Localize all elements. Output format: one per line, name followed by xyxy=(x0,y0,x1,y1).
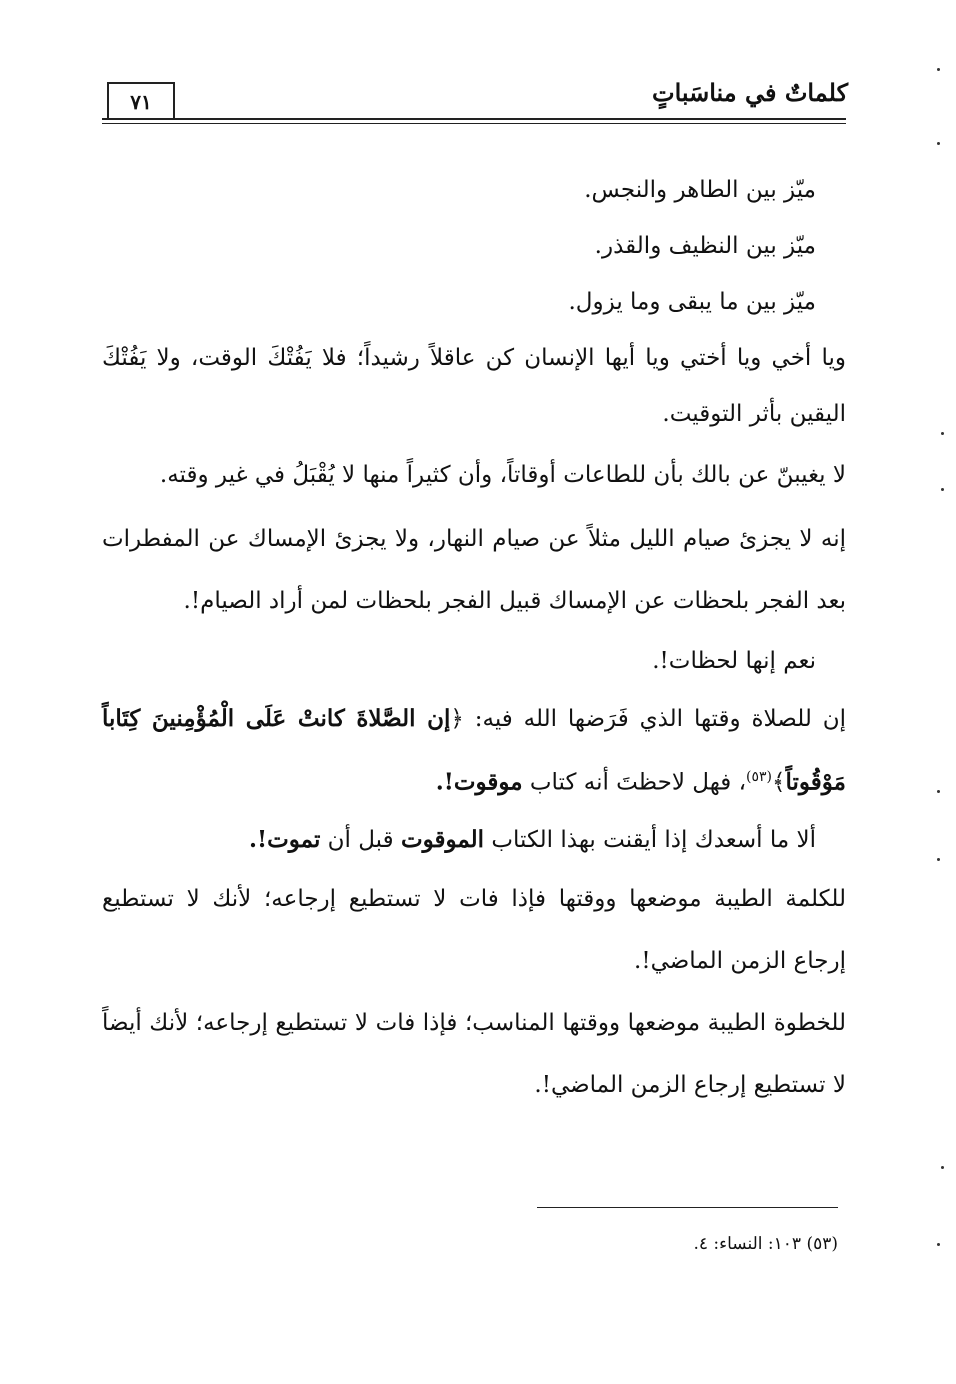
header-rule xyxy=(102,118,846,124)
paragraph-3: ميّز بين ما يبقى وما يزول. xyxy=(568,289,816,315)
margin-mark xyxy=(941,432,944,435)
paragraph-8 xyxy=(102,690,846,812)
p8-text-c: ، فهل لاحظتَ أنه كتاب xyxy=(522,769,747,796)
p9-text-a: ألا ما أسعدك إذا أيقنت بهذا الكتاب xyxy=(484,826,816,853)
margin-mark xyxy=(937,858,940,861)
footnote-rule xyxy=(537,1207,838,1208)
page-number: ٧١ xyxy=(107,82,175,119)
margin-mark xyxy=(937,1243,940,1246)
p9-bold-tamut: تموت!. xyxy=(249,825,321,853)
footnote-ref: (٥٣) xyxy=(746,769,773,785)
running-title: كلماتٌ في مناسَباتٍ xyxy=(651,78,848,107)
margin-mark xyxy=(941,1166,944,1169)
margin-mark xyxy=(937,68,940,71)
paragraph-6: إنه لا يجزئ صيام الليل مثلاً عن صيام النهار، ولا يجزئ الإمساك عن المفطرات بعد الفجر بلحظات عن الإمساك قبيل الفجر بلحظات لمن أراد الصيام!. xyxy=(102,526,846,614)
margin-mark xyxy=(937,790,940,793)
footnote: (٥٣) ١٠٣: النساء: ٤. xyxy=(693,1234,838,1254)
p8-text-a: إن للصلاة وقتها الذي فَرَضها الله فيه: ﴿ xyxy=(450,706,846,732)
paragraph-7: نعم إنها لحظات!. xyxy=(652,648,816,674)
p9-bold-mawqut: الموقوت xyxy=(400,825,485,853)
paragraph-2: ميّز بين النظيف والقذر. xyxy=(594,233,816,259)
margin-mark xyxy=(937,142,940,145)
paragraph-1: ميّز بين الطاهر والنجس. xyxy=(584,177,816,203)
paragraph-11: للخطوة الطيبة موضعها ووقتها المناسب؛ فإذا فات لا تستطيع إرجاعه؛ لأنك أيضاً لا تستطيع إرجاع الزمن الماضي!. xyxy=(102,1009,846,1098)
paragraph-4: ويا أخي ويا أختي ويا أيها الإنسان كن عاقلاً رشيداً؛ فلا يَفُتْكَ الوقت، ولا يَفُتْكَ اليقين بأثر التوقيت. xyxy=(102,345,846,427)
paragraph-9 xyxy=(102,812,846,868)
quran-verse: إن الصَّلاةَ كانتْ عَلَى الْمُؤْمِنينَ كِتَاباً مَوْقُوتاً xyxy=(102,705,846,796)
paragraph-5: لا يغيبنّ عن بالك بأن للطاعات أوقاتاً، وأن كثيراً منها لا يُقْبَلُ في غير وقته. xyxy=(159,462,846,488)
margin-mark xyxy=(941,488,944,491)
p8-bold-mawqut: موقوت!. xyxy=(435,768,523,796)
p8-bracket: ﴾ xyxy=(772,769,786,796)
paragraph-10: للكلمة الطيبة موضعها ووقتها فإذا فات لا تستطيع إرجاعه؛ لأنك لا تستطيع إرجاع الزمن الماضي!. xyxy=(102,885,846,974)
p9-text-c: قبل أن xyxy=(320,826,401,853)
body-text xyxy=(102,162,846,1116)
